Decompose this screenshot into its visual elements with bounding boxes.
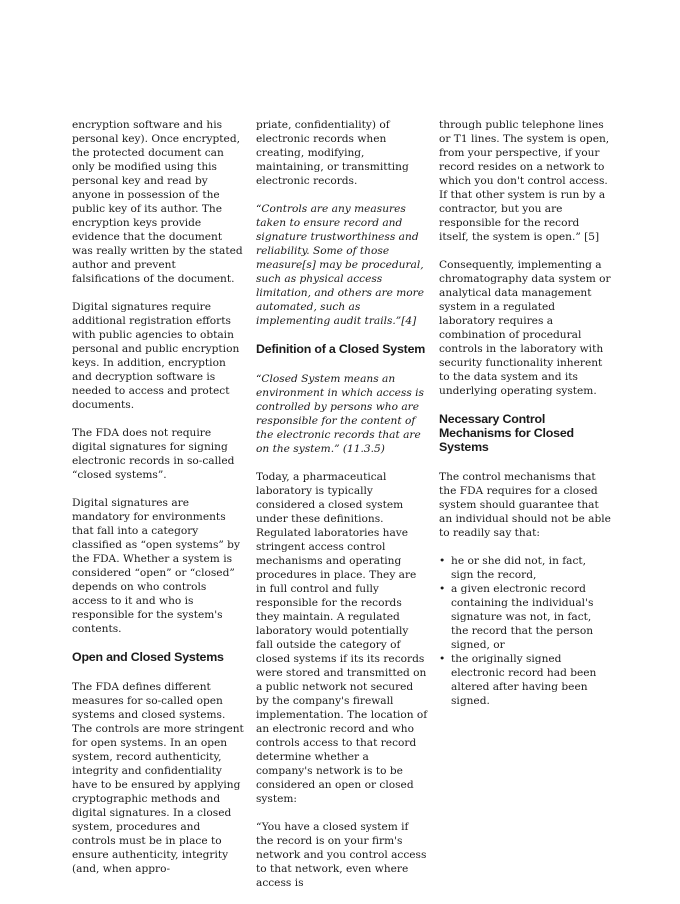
quote-controls: “Controls are any measures taken to ensure record and signature trustworthiness and reliability. Some of those measure[s] may be procedural, such as physical access limitation, and others are more automated, such as implementing audit trails.”[4] [256, 203, 425, 327]
section-heading-closed-system-definition: Definition of a Closed System [256, 342, 426, 356]
list-item-text: he or she did not, in fact, sign the record, [451, 555, 587, 581]
section-heading-control-mechanisms: Necessary Control Mechanisms for Closed Systems [439, 412, 574, 454]
list-item [439, 652, 611, 708]
paragraph: The FDA defines different measures for so-called open systems and closed systems. The controls are more stringent for open systems. In an open system, record authenticity, integrity and confidentiality have to be ensured by applying cryptographic methods and digital signatures. In a closed system, procedures and controls must be in place to ensure authenticity, integrity (and, when appro- [72, 681, 244, 875]
list-item-text: a given electronic record containing the individual's signature was not, in fact, the record that the person signed, or [451, 583, 594, 651]
paragraph: priate, confidentiality) of electronic records when creating, modifying, maintaining, or transmitting electronic records. [256, 119, 409, 187]
list-item-text: the originally signed electronic record had been altered after having been signed. [451, 653, 597, 707]
paragraph: Consequently, implementing a chromatography data system or analytical data management system in a regulated laboratory requires a combination of procedural controls in the laboratory with security functionality inherent to the data system and its underlying operating system. [439, 259, 611, 397]
section-heading-open-closed-systems: Open and Closed Systems [72, 650, 224, 664]
paragraph: Digital signatures require additional registration efforts with public agencies to obtain personal and public encryption keys. In addition, encryption and decryption software is needed to access and protect documents. [72, 301, 240, 411]
paragraph: The control mechanisms that the FDA requires for a closed system should guarantee that an individual should not be able to readily say that: [439, 471, 611, 539]
list-item [439, 582, 611, 652]
text-column-1 [72, 118, 244, 890]
text-column-2 [256, 118, 428, 904]
paragraph: Today, a pharmaceutical laboratory is typically considered a closed system under these definitions. Regulated laboratories have stringent access control mechanisms and operating procedures in place. They are in full control and fully responsible for the records they maintain. A regulated laboratory would potentially fall outside the category of closed systems if its its records were stored and transmitted on a public network not secured by the company's firewall implementation. The location of an electronic record and who controls access to that record determine whether a company's network is to be considered an open or closed system: [256, 471, 428, 805]
paragraph: encryption software and his personal key). Once encrypted, the protected document can only be modified using this personal key and read by anyone in possession of the public key of its author. The encryption keys provide evidence that the document was really written by the stated author and prevent falsifications of the document. [72, 119, 243, 285]
bullet-icon: • [439, 653, 446, 665]
paragraph: “You have a closed system if the record is on your firm's network and you control access to that network, even where access is [256, 821, 427, 889]
bullet-icon: • [439, 555, 446, 567]
paragraph: Digital signatures are mandatory for environments that fall into a category classified as “open systems” by the FDA. Whether a system is considered “open” or “closed” depends on who controls access to it and who is responsible for the system's contents. [72, 497, 240, 635]
list-item [439, 554, 611, 582]
text-column-3 [439, 118, 611, 708]
paragraph: The FDA does not require digital signatures for signing electronic records in so-called “closed systems”. [72, 427, 235, 481]
bullet-icon: • [439, 583, 446, 595]
requirements-list [439, 554, 611, 708]
quote-closed-system: “Closed System means an environment in which access is controlled by persons who are responsible for the content of the electronic records that are on the system.” (11.3.5) [256, 373, 424, 455]
paragraph: through public telephone lines or T1 lines. The system is open, from your perspective, if your record resides on a network to which you don't control access. If that other system is run by a contractor, but you are responsible for the record itself, the system is open.” [5] [439, 119, 610, 243]
